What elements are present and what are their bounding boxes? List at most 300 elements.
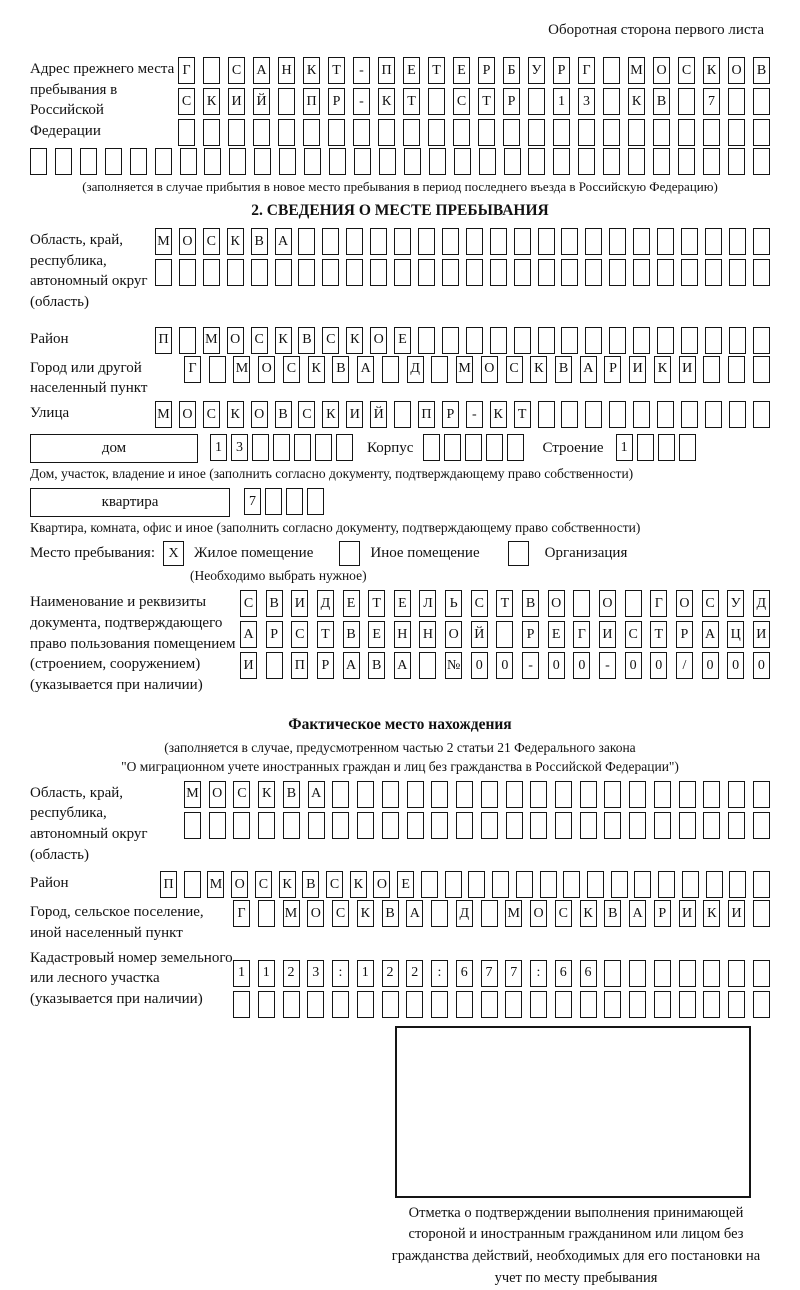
char-cell[interactable]: В bbox=[555, 356, 572, 383]
char-cell[interactable] bbox=[561, 327, 578, 354]
char-cell[interactable] bbox=[407, 781, 424, 808]
char-cell[interactable]: С bbox=[251, 327, 268, 354]
char-cell[interactable]: О bbox=[599, 590, 616, 617]
char-cell[interactable]: - bbox=[522, 652, 539, 679]
char-cell[interactable] bbox=[315, 434, 332, 461]
char-cell[interactable]: Й bbox=[471, 621, 488, 648]
char-cell[interactable]: К bbox=[227, 228, 244, 255]
char-cell[interactable] bbox=[603, 119, 620, 146]
char-cell[interactable]: О bbox=[676, 590, 693, 617]
char-cell[interactable] bbox=[729, 327, 746, 354]
char-cell[interactable]: / bbox=[676, 652, 693, 679]
char-cell[interactable] bbox=[703, 148, 720, 175]
char-cell[interactable] bbox=[283, 991, 300, 1018]
char-cell[interactable]: - bbox=[353, 57, 370, 84]
char-cell[interactable] bbox=[353, 119, 370, 146]
char-cell[interactable]: 0 bbox=[625, 652, 642, 679]
char-cell[interactable] bbox=[561, 259, 578, 286]
char-cell[interactable] bbox=[703, 356, 720, 383]
char-cell[interactable]: И bbox=[291, 590, 308, 617]
char-cell[interactable]: И bbox=[753, 621, 770, 648]
char-cell[interactable] bbox=[431, 991, 448, 1018]
char-cell[interactable] bbox=[382, 991, 399, 1018]
char-cell[interactable] bbox=[418, 228, 435, 255]
char-cell[interactable]: М bbox=[207, 871, 224, 898]
char-cell[interactable] bbox=[233, 991, 250, 1018]
char-cell[interactable] bbox=[254, 148, 271, 175]
char-cell[interactable]: 1 bbox=[233, 960, 250, 987]
char-cell[interactable]: А bbox=[406, 900, 423, 927]
char-cell[interactable] bbox=[490, 259, 507, 286]
char-cell[interactable]: И bbox=[679, 900, 696, 927]
char-cell[interactable]: 0 bbox=[702, 652, 719, 679]
char-cell[interactable]: Р bbox=[317, 652, 334, 679]
char-cell[interactable] bbox=[514, 228, 531, 255]
char-cell[interactable]: О bbox=[373, 871, 390, 898]
char-cell[interactable] bbox=[275, 259, 292, 286]
char-cell[interactable]: К bbox=[580, 900, 597, 927]
char-cell[interactable] bbox=[681, 327, 698, 354]
char-cell[interactable]: С bbox=[326, 871, 343, 898]
char-cell[interactable]: Е bbox=[397, 871, 414, 898]
char-cell[interactable] bbox=[251, 259, 268, 286]
char-cell[interactable] bbox=[209, 812, 226, 839]
char-cell[interactable] bbox=[629, 991, 646, 1018]
char-cell[interactable] bbox=[633, 327, 650, 354]
char-cell[interactable]: Е bbox=[403, 57, 420, 84]
char-cell[interactable]: О bbox=[258, 356, 275, 383]
char-cell[interactable]: К bbox=[279, 871, 296, 898]
char-cell[interactable]: Д bbox=[407, 356, 424, 383]
char-cell[interactable] bbox=[431, 781, 448, 808]
char-cell[interactable]: В bbox=[275, 401, 292, 428]
char-cell[interactable] bbox=[481, 812, 498, 839]
char-cell[interactable] bbox=[753, 228, 770, 255]
char-cell[interactable]: Н bbox=[278, 57, 295, 84]
char-cell[interactable]: П bbox=[303, 88, 320, 115]
char-cell[interactable]: Т bbox=[317, 621, 334, 648]
char-cell[interactable] bbox=[429, 148, 446, 175]
char-cell[interactable] bbox=[753, 401, 770, 428]
char-cell[interactable] bbox=[304, 148, 321, 175]
char-cell[interactable]: 2 bbox=[406, 960, 423, 987]
char-cell[interactable] bbox=[604, 991, 621, 1018]
char-cell[interactable]: Р bbox=[676, 621, 693, 648]
char-cell[interactable] bbox=[703, 812, 720, 839]
char-cell[interactable]: Е bbox=[368, 621, 385, 648]
char-cell[interactable] bbox=[298, 228, 315, 255]
char-cell[interactable]: С bbox=[332, 900, 349, 927]
char-cell[interactable] bbox=[346, 259, 363, 286]
char-cell[interactable] bbox=[516, 871, 533, 898]
char-cell[interactable] bbox=[653, 148, 670, 175]
char-cell[interactable]: О bbox=[227, 327, 244, 354]
char-cell[interactable] bbox=[456, 781, 473, 808]
char-cell[interactable] bbox=[203, 259, 220, 286]
char-cell[interactable] bbox=[706, 871, 723, 898]
char-cell[interactable] bbox=[609, 327, 626, 354]
char-cell[interactable]: В bbox=[266, 590, 283, 617]
char-cell[interactable]: 0 bbox=[753, 652, 770, 679]
char-cell[interactable]: А bbox=[580, 356, 597, 383]
char-cell[interactable] bbox=[629, 812, 646, 839]
char-cell[interactable] bbox=[585, 259, 602, 286]
char-cell[interactable] bbox=[105, 148, 122, 175]
char-cell[interactable] bbox=[603, 57, 620, 84]
char-cell[interactable]: Р bbox=[553, 57, 570, 84]
char-cell[interactable]: О bbox=[548, 590, 565, 617]
char-cell[interactable] bbox=[705, 327, 722, 354]
char-cell[interactable]: К bbox=[227, 401, 244, 428]
char-cell[interactable]: Г bbox=[573, 621, 590, 648]
char-cell[interactable] bbox=[322, 228, 339, 255]
char-cell[interactable]: Е bbox=[453, 57, 470, 84]
char-cell[interactable] bbox=[629, 781, 646, 808]
char-cell[interactable] bbox=[328, 119, 345, 146]
char-cell[interactable] bbox=[481, 900, 498, 927]
char-cell[interactable] bbox=[753, 119, 770, 146]
char-cell[interactable] bbox=[233, 812, 250, 839]
char-cell[interactable]: 0 bbox=[496, 652, 513, 679]
char-cell[interactable] bbox=[633, 401, 650, 428]
char-cell[interactable]: 1 bbox=[553, 88, 570, 115]
char-cell[interactable] bbox=[506, 812, 523, 839]
char-cell[interactable] bbox=[729, 871, 746, 898]
char-cell[interactable]: Д bbox=[456, 900, 473, 927]
char-cell[interactable] bbox=[209, 356, 226, 383]
char-cell[interactable] bbox=[506, 781, 523, 808]
char-cell[interactable]: В bbox=[522, 590, 539, 617]
char-cell[interactable]: С bbox=[555, 900, 572, 927]
char-cell[interactable]: К bbox=[350, 871, 367, 898]
char-cell[interactable] bbox=[357, 812, 374, 839]
char-cell[interactable]: 6 bbox=[555, 960, 572, 987]
char-cell[interactable] bbox=[587, 871, 604, 898]
char-cell[interactable] bbox=[603, 148, 620, 175]
char-cell[interactable] bbox=[657, 327, 674, 354]
char-cell[interactable] bbox=[654, 781, 671, 808]
char-cell[interactable]: А bbox=[629, 900, 646, 927]
char-cell[interactable] bbox=[382, 781, 399, 808]
char-cell[interactable]: Т bbox=[328, 57, 345, 84]
char-cell[interactable]: В bbox=[368, 652, 385, 679]
char-cell[interactable] bbox=[428, 88, 445, 115]
char-cell[interactable] bbox=[514, 327, 531, 354]
char-cell[interactable]: В bbox=[653, 88, 670, 115]
char-cell[interactable] bbox=[703, 991, 720, 1018]
char-cell[interactable]: С bbox=[283, 356, 300, 383]
char-cell[interactable]: К bbox=[346, 327, 363, 354]
char-cell[interactable] bbox=[278, 88, 295, 115]
char-cell[interactable] bbox=[418, 259, 435, 286]
char-cell[interactable]: К bbox=[322, 401, 339, 428]
char-cell[interactable] bbox=[628, 148, 645, 175]
char-cell[interactable] bbox=[728, 960, 745, 987]
char-cell[interactable] bbox=[278, 119, 295, 146]
char-cell[interactable] bbox=[431, 812, 448, 839]
char-cell[interactable]: Е bbox=[394, 590, 411, 617]
char-cell[interactable]: К bbox=[303, 57, 320, 84]
char-cell[interactable] bbox=[580, 781, 597, 808]
char-cell[interactable] bbox=[553, 148, 570, 175]
char-cell[interactable]: О bbox=[370, 327, 387, 354]
char-cell[interactable] bbox=[283, 812, 300, 839]
char-cell[interactable] bbox=[604, 812, 621, 839]
char-cell[interactable] bbox=[728, 781, 745, 808]
char-cell[interactable] bbox=[753, 356, 770, 383]
char-cell[interactable] bbox=[753, 88, 770, 115]
char-cell[interactable] bbox=[203, 57, 220, 84]
char-cell[interactable] bbox=[286, 488, 303, 515]
char-cell[interactable] bbox=[130, 148, 147, 175]
char-cell[interactable] bbox=[705, 401, 722, 428]
char-cell[interactable] bbox=[394, 401, 411, 428]
char-cell[interactable] bbox=[528, 88, 545, 115]
char-cell[interactable] bbox=[423, 434, 440, 461]
char-cell[interactable] bbox=[585, 401, 602, 428]
char-cell[interactable] bbox=[453, 119, 470, 146]
char-cell[interactable] bbox=[354, 148, 371, 175]
char-cell[interactable]: 2 bbox=[382, 960, 399, 987]
char-cell[interactable] bbox=[442, 327, 459, 354]
char-cell[interactable]: Р bbox=[604, 356, 621, 383]
char-cell[interactable] bbox=[611, 871, 628, 898]
char-cell[interactable] bbox=[658, 434, 675, 461]
char-cell[interactable]: Т bbox=[514, 401, 531, 428]
char-cell[interactable]: С bbox=[233, 781, 250, 808]
char-cell[interactable] bbox=[625, 590, 642, 617]
char-cell[interactable] bbox=[407, 812, 424, 839]
char-cell[interactable]: Т bbox=[496, 590, 513, 617]
char-cell[interactable]: У bbox=[528, 57, 545, 84]
char-cell[interactable]: В bbox=[332, 356, 349, 383]
char-cell[interactable] bbox=[679, 960, 696, 987]
char-cell[interactable] bbox=[370, 259, 387, 286]
char-cell[interactable] bbox=[468, 871, 485, 898]
char-cell[interactable] bbox=[679, 991, 696, 1018]
char-cell[interactable] bbox=[681, 401, 698, 428]
char-cell[interactable]: П bbox=[418, 401, 435, 428]
char-cell[interactable] bbox=[678, 119, 695, 146]
char-cell[interactable] bbox=[653, 119, 670, 146]
char-cell[interactable]: М bbox=[233, 356, 250, 383]
char-cell[interactable] bbox=[486, 434, 503, 461]
char-cell[interactable] bbox=[456, 812, 473, 839]
char-cell[interactable] bbox=[682, 871, 699, 898]
char-cell[interactable] bbox=[555, 781, 572, 808]
char-cell[interactable]: М bbox=[184, 781, 201, 808]
char-cell[interactable] bbox=[657, 228, 674, 255]
char-cell[interactable] bbox=[418, 327, 435, 354]
char-cell[interactable]: А bbox=[275, 228, 292, 255]
char-cell[interactable] bbox=[580, 812, 597, 839]
char-cell[interactable]: С bbox=[322, 327, 339, 354]
char-cell[interactable]: В bbox=[753, 57, 770, 84]
char-cell[interactable] bbox=[604, 781, 621, 808]
char-cell[interactable]: О bbox=[251, 401, 268, 428]
char-cell[interactable] bbox=[55, 148, 72, 175]
char-cell[interactable]: О bbox=[481, 356, 498, 383]
char-cell[interactable]: С bbox=[178, 88, 195, 115]
char-cell[interactable] bbox=[421, 871, 438, 898]
char-cell[interactable] bbox=[528, 119, 545, 146]
char-cell[interactable] bbox=[252, 434, 269, 461]
char-cell[interactable] bbox=[609, 259, 626, 286]
char-cell[interactable]: С bbox=[240, 590, 257, 617]
char-cell[interactable] bbox=[728, 812, 745, 839]
char-cell[interactable] bbox=[403, 119, 420, 146]
char-cell[interactable]: В bbox=[298, 327, 315, 354]
char-cell[interactable]: И bbox=[629, 356, 646, 383]
char-cell[interactable]: Р bbox=[654, 900, 671, 927]
char-cell[interactable] bbox=[496, 621, 513, 648]
char-cell[interactable] bbox=[609, 228, 626, 255]
char-cell[interactable]: К bbox=[258, 781, 275, 808]
char-cell[interactable]: 6 bbox=[456, 960, 473, 987]
char-cell[interactable] bbox=[538, 327, 555, 354]
char-cell[interactable]: К bbox=[654, 356, 671, 383]
char-cell[interactable] bbox=[604, 960, 621, 987]
char-cell[interactable]: О bbox=[307, 900, 324, 927]
char-cell[interactable]: 6 bbox=[580, 960, 597, 987]
char-cell[interactable] bbox=[609, 401, 626, 428]
char-cell[interactable] bbox=[431, 900, 448, 927]
char-cell[interactable] bbox=[528, 148, 545, 175]
char-cell[interactable]: - bbox=[599, 652, 616, 679]
char-cell[interactable] bbox=[729, 401, 746, 428]
char-cell[interactable]: 7 bbox=[481, 960, 498, 987]
char-cell[interactable]: В bbox=[302, 871, 319, 898]
char-cell[interactable] bbox=[555, 991, 572, 1018]
char-cell[interactable]: С bbox=[702, 590, 719, 617]
char-cell[interactable]: К bbox=[357, 900, 374, 927]
char-cell[interactable]: И bbox=[679, 356, 696, 383]
char-cell[interactable]: - bbox=[353, 88, 370, 115]
char-cell[interactable]: С bbox=[203, 228, 220, 255]
char-cell[interactable] bbox=[633, 259, 650, 286]
char-cell[interactable]: И bbox=[228, 88, 245, 115]
char-cell[interactable] bbox=[538, 228, 555, 255]
char-cell[interactable] bbox=[265, 488, 282, 515]
char-cell[interactable] bbox=[481, 991, 498, 1018]
char-cell[interactable] bbox=[580, 991, 597, 1018]
char-cell[interactable] bbox=[728, 88, 745, 115]
char-cell[interactable]: С bbox=[298, 401, 315, 428]
char-cell[interactable] bbox=[679, 812, 696, 839]
char-cell[interactable] bbox=[454, 148, 471, 175]
char-cell[interactable] bbox=[357, 991, 374, 1018]
char-cell[interactable] bbox=[678, 88, 695, 115]
char-cell[interactable]: Е bbox=[548, 621, 565, 648]
char-cell[interactable]: Й bbox=[253, 88, 270, 115]
char-cell[interactable] bbox=[382, 812, 399, 839]
char-cell[interactable]: В bbox=[604, 900, 621, 927]
char-cell[interactable]: Д bbox=[753, 590, 770, 617]
char-cell[interactable] bbox=[394, 228, 411, 255]
char-cell[interactable]: Р bbox=[522, 621, 539, 648]
char-cell[interactable] bbox=[332, 991, 349, 1018]
char-cell[interactable] bbox=[681, 228, 698, 255]
char-cell[interactable] bbox=[204, 148, 221, 175]
char-cell[interactable]: А bbox=[308, 781, 325, 808]
char-cell[interactable] bbox=[681, 259, 698, 286]
char-cell[interactable] bbox=[307, 488, 324, 515]
char-cell[interactable] bbox=[479, 148, 496, 175]
char-cell[interactable]: 7 bbox=[244, 488, 261, 515]
char-cell[interactable] bbox=[578, 148, 595, 175]
checkbox-other-premises[interactable] bbox=[339, 541, 360, 566]
char-cell[interactable] bbox=[530, 812, 547, 839]
char-cell[interactable]: Р bbox=[328, 88, 345, 115]
char-cell[interactable]: 7 bbox=[703, 88, 720, 115]
char-cell[interactable] bbox=[442, 259, 459, 286]
char-cell[interactable]: Ц bbox=[727, 621, 744, 648]
char-cell[interactable] bbox=[728, 356, 745, 383]
char-cell[interactable] bbox=[294, 434, 311, 461]
char-cell[interactable] bbox=[184, 871, 201, 898]
char-cell[interactable] bbox=[654, 991, 671, 1018]
char-cell[interactable]: С bbox=[506, 356, 523, 383]
char-cell[interactable] bbox=[553, 119, 570, 146]
char-cell[interactable]: 0 bbox=[471, 652, 488, 679]
char-cell[interactable]: 3 bbox=[307, 960, 324, 987]
char-cell[interactable]: С bbox=[228, 57, 245, 84]
char-cell[interactable] bbox=[478, 119, 495, 146]
char-cell[interactable]: С bbox=[678, 57, 695, 84]
char-cell[interactable] bbox=[404, 148, 421, 175]
char-cell[interactable]: М bbox=[155, 401, 172, 428]
char-cell[interactable] bbox=[378, 119, 395, 146]
char-cell[interactable] bbox=[155, 259, 172, 286]
char-cell[interactable]: - bbox=[466, 401, 483, 428]
char-cell[interactable]: 1 bbox=[616, 434, 633, 461]
char-cell[interactable]: К bbox=[530, 356, 547, 383]
char-cell[interactable]: С bbox=[453, 88, 470, 115]
char-cell[interactable]: 3 bbox=[231, 434, 248, 461]
char-cell[interactable] bbox=[507, 434, 524, 461]
char-cell[interactable] bbox=[657, 401, 674, 428]
char-cell[interactable] bbox=[603, 88, 620, 115]
char-cell[interactable] bbox=[357, 781, 374, 808]
char-cell[interactable] bbox=[298, 259, 315, 286]
char-cell[interactable]: 1 bbox=[357, 960, 374, 987]
char-cell[interactable] bbox=[703, 119, 720, 146]
char-cell[interactable] bbox=[578, 119, 595, 146]
char-cell[interactable]: А bbox=[253, 57, 270, 84]
char-cell[interactable] bbox=[530, 781, 547, 808]
char-cell[interactable]: Ь bbox=[445, 590, 462, 617]
char-cell[interactable] bbox=[678, 148, 695, 175]
char-cell[interactable]: К bbox=[203, 88, 220, 115]
char-cell[interactable]: К bbox=[628, 88, 645, 115]
char-cell[interactable] bbox=[753, 991, 770, 1018]
char-cell[interactable]: К bbox=[308, 356, 325, 383]
char-cell[interactable] bbox=[466, 228, 483, 255]
char-cell[interactable]: Т bbox=[368, 590, 385, 617]
char-cell[interactable]: П bbox=[378, 57, 395, 84]
char-cell[interactable] bbox=[753, 960, 770, 987]
char-cell[interactable] bbox=[729, 228, 746, 255]
char-cell[interactable]: Е bbox=[394, 327, 411, 354]
char-cell[interactable]: Р bbox=[503, 88, 520, 115]
char-cell[interactable]: М bbox=[505, 900, 522, 927]
char-cell[interactable]: О bbox=[653, 57, 670, 84]
char-cell[interactable] bbox=[229, 148, 246, 175]
char-cell[interactable] bbox=[728, 148, 745, 175]
char-cell[interactable]: 1 bbox=[258, 960, 275, 987]
char-cell[interactable] bbox=[266, 652, 283, 679]
char-cell[interactable] bbox=[634, 871, 651, 898]
